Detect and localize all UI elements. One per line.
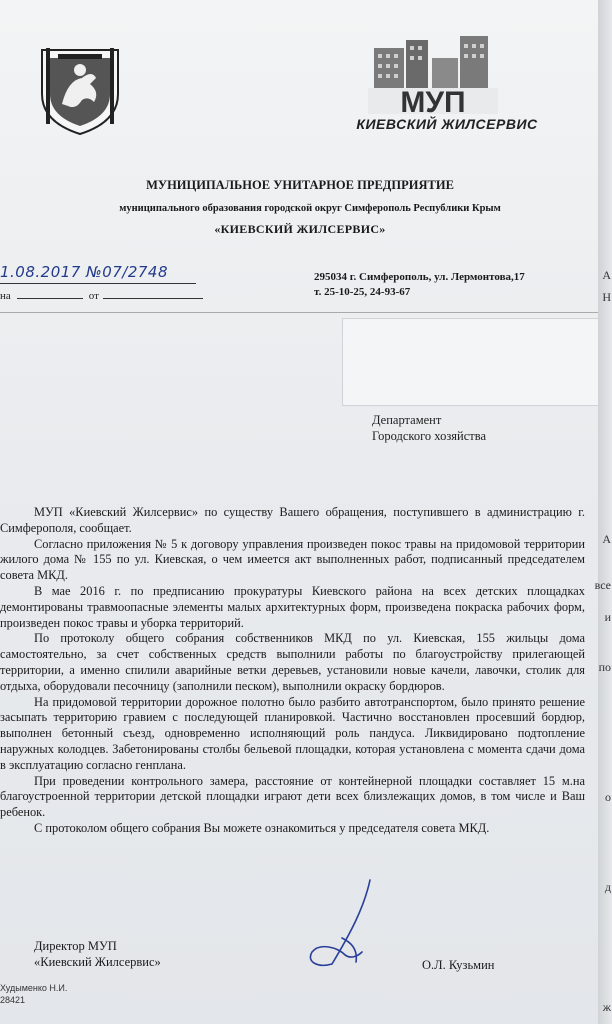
signatory-title (34, 938, 161, 970)
phone-line: т. 25-10-25, 24-93-67 (314, 286, 411, 298)
recipient-line: Городского хозяйства (372, 429, 487, 443)
paragraph: На придомовой территории дорожное полотно было разбито автотранспортом, было принято решение засыпать территорию гравием с последующей планировкой. Частично восстановлен просевший бордюр, выполнен бетонный съезд, одновременно исполняющий роль пандуса. Ликвидировано подтопление наружных колодцев. Забетонированы столбы бельевой площадки, которая установлена с момента сдачи дома в эксплуатацию согласно генплана. (0, 694, 585, 772)
org-type: МУНИЦИПАЛЬНОЕ УНИТАРНОЕ ПРЕДПРИЯТИЕ (146, 178, 454, 192)
handwritten-signature (298, 878, 394, 982)
adjacent-page-edge: А Н А все и по о д ж (598, 0, 612, 1024)
address-line: 295034 г. Симферополь, ул. Лермонтова,17 (314, 271, 525, 283)
logo-subtitle: КИЕВСКИЙ ЖИЛСЕРВИС (356, 116, 538, 132)
signatory-name: О.Л. Кузьмин (422, 958, 495, 972)
paragraph: МУП «Киевский Жилсервис» по существу Вашего обращения, поступившего в администрацию г. Симферополя, сообщает. (0, 505, 585, 535)
from-label: от (88, 290, 99, 302)
header-divider (0, 312, 600, 313)
executor-info (0, 982, 67, 1006)
executor-name: Худыменко Н.И. (0, 983, 68, 993)
recipient (372, 412, 486, 444)
reference-line (0, 290, 203, 302)
on-label: на (0, 290, 11, 302)
letter-body (0, 505, 585, 837)
registration-number: 1.08.2017 №07/2748 (0, 263, 169, 281)
paragraph: Согласно приложения № 5 к договору управления произведен покос травы на придомовой территории жилого дома № 155 по ул. Киевская, о чем имеется акт выполненных работ, подписанный председателем совета МКД. (0, 536, 585, 583)
mup-logo-text: МУП (400, 86, 466, 119)
executor-phone: 28421 (0, 995, 26, 1005)
org-name: «КИЕВСКИЙ ЖИЛСЕРВИС» (214, 222, 386, 236)
signatory-title-line: Директор МУП (34, 939, 117, 953)
signatory-title-line: «Киевский Жилсервис» (34, 955, 161, 969)
redacted-block (342, 318, 600, 406)
paragraph: По протоколу общего собрания собственников МКД по ул. Киевская, 155 жильцы дома самостоятельно, за счет собственных средств выполнили работы по благоустройству прилегающей территории, а именно спилили аварийные ветки деревьев, установили новые качели, лавочки, столик для отдыха, оборудовали песочницу (заполнили песком), выполнили окраску бордюров. (0, 631, 585, 693)
paragraph: При проведении контрольного замера, расстояние от контейнерной площадки составляет 15 м.на благоустроенной территории детской площадки играют дети всех близлежащих домов, в том числе и Ваш ребенок. (0, 773, 585, 820)
paragraph: В мае 2016 г. по предписанию прокуратуры Киевского района на всех детских площадках демонтированы травмоопасные элементы малых архитектурных форм, произведена покраска рабочих форм, произведен покос травы и уборка территорий. (0, 583, 585, 630)
company-address (314, 270, 525, 300)
recipient-line: Департамент (372, 413, 442, 427)
paragraph: С протоколом общего собрания Вы можете ознакомиться у председателя совета МКД. (34, 820, 490, 835)
crimea-coat-of-arms (38, 44, 122, 136)
registration-underline (0, 283, 196, 284)
org-region: муниципального образования городской округ Симферополь Республики Крым (119, 203, 501, 214)
